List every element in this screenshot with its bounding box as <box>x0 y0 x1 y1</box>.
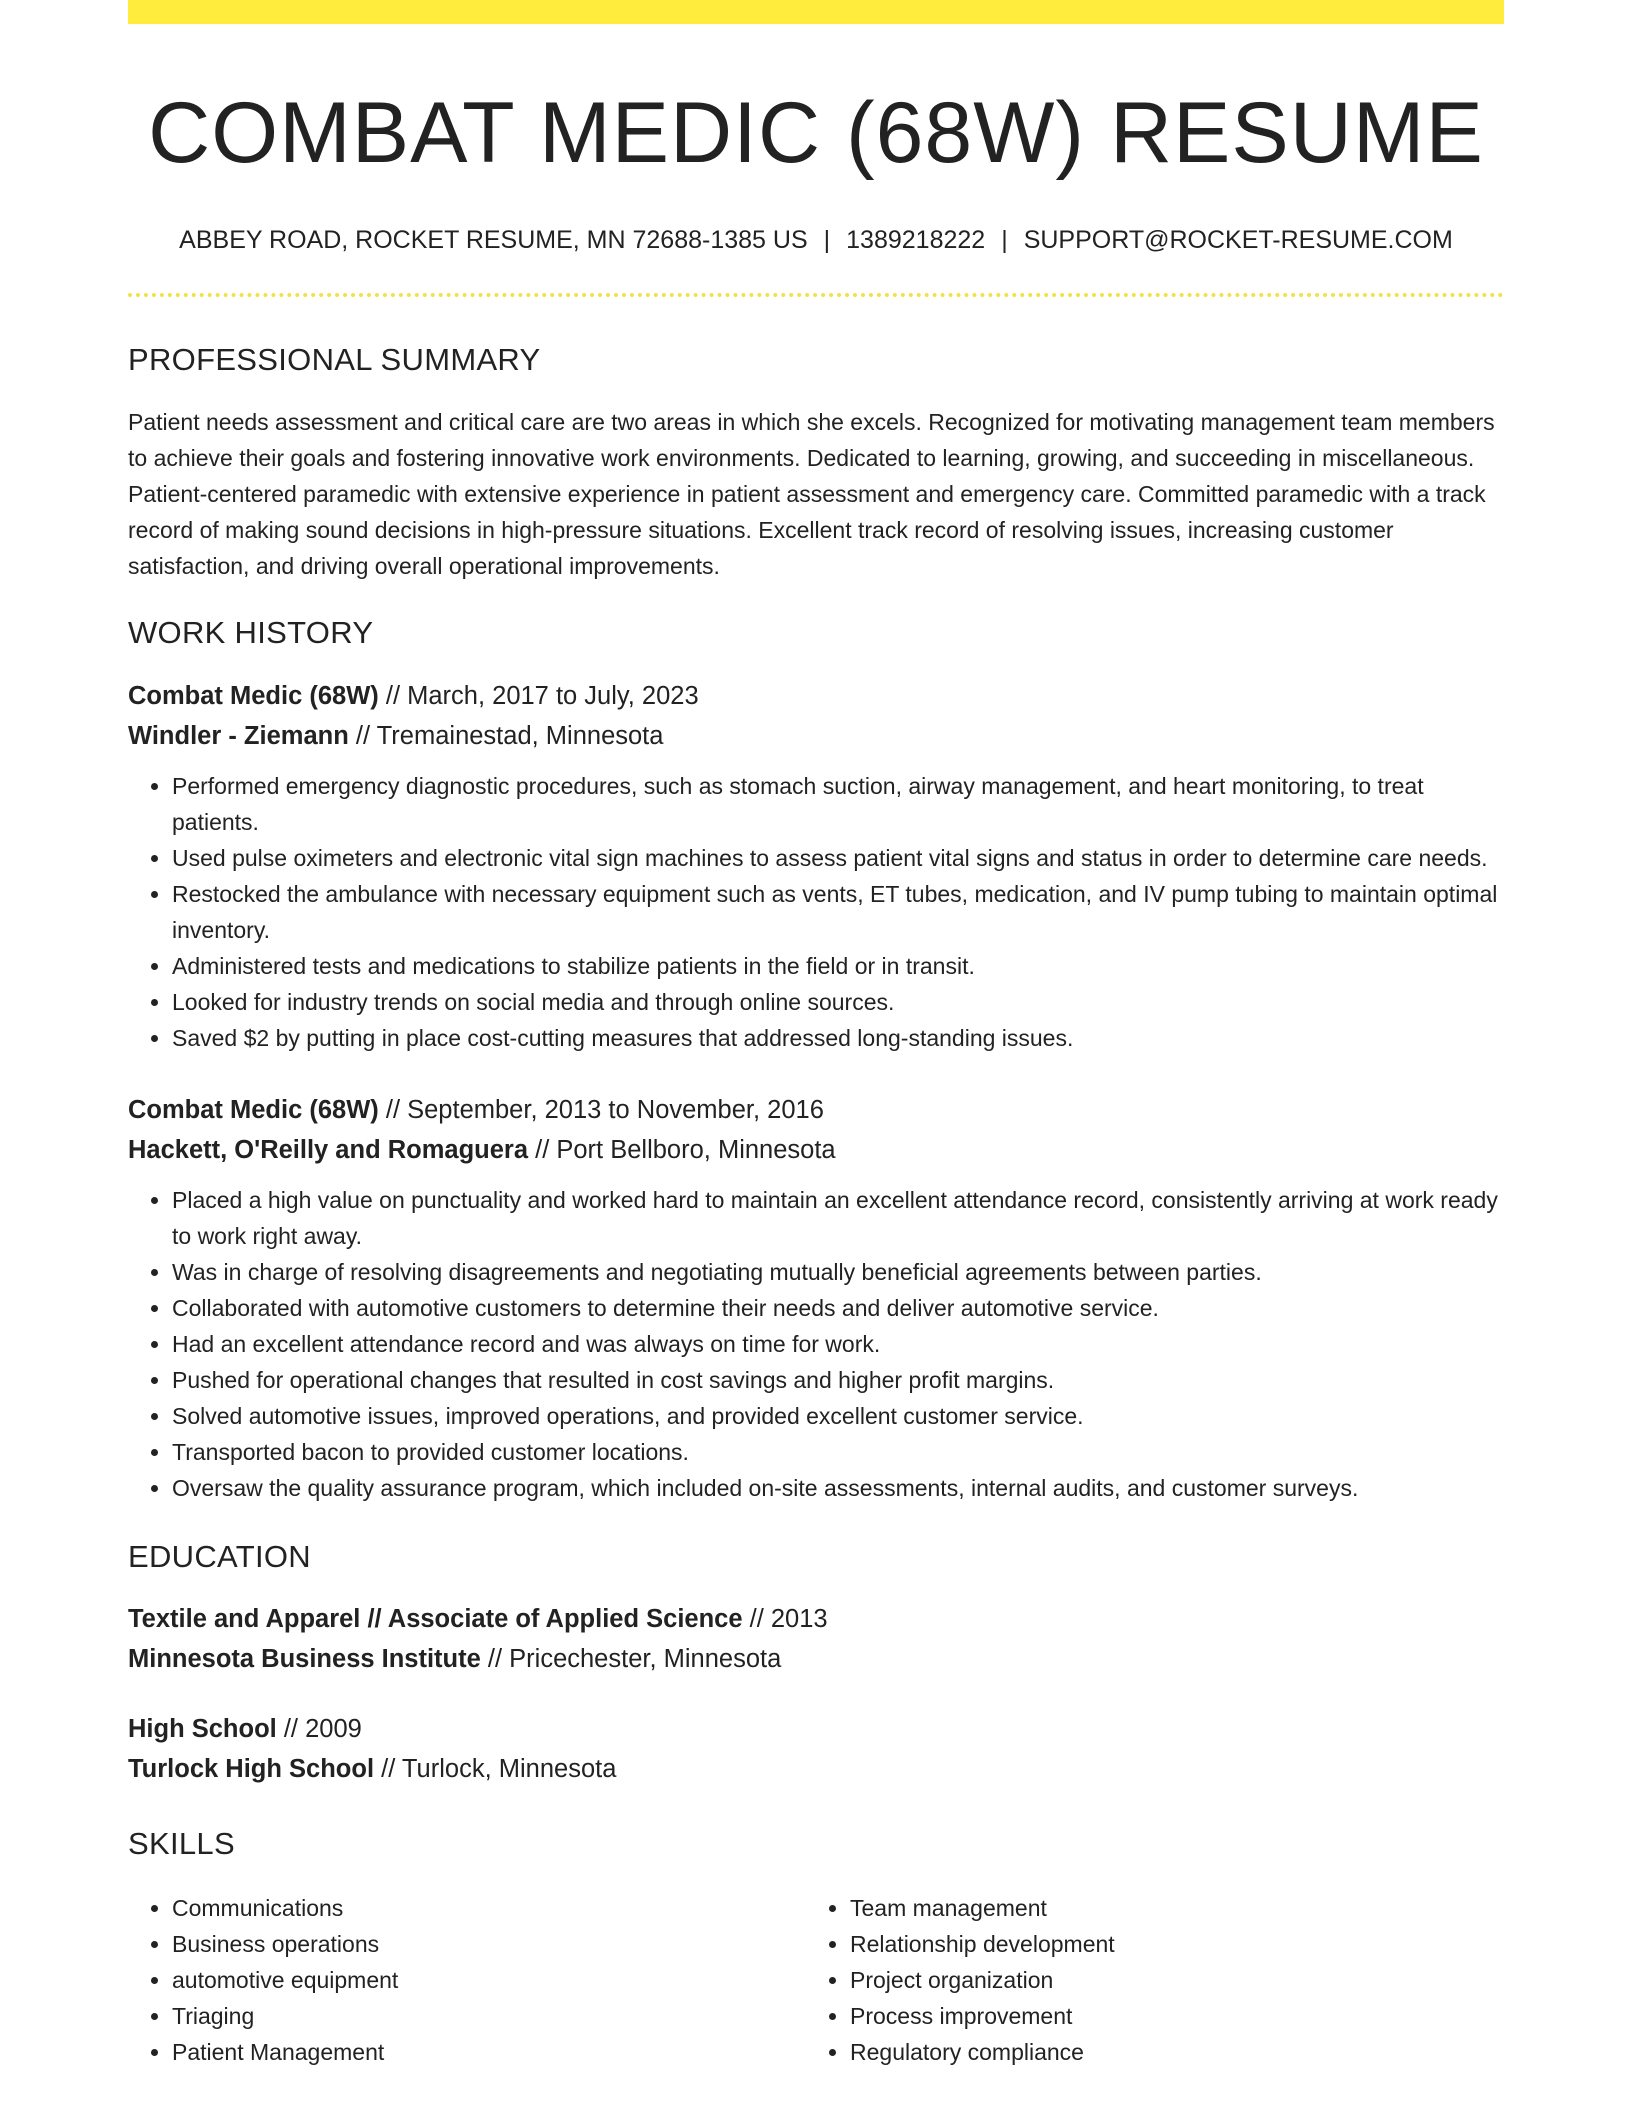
list-item: • Communications <box>172 1890 806 1926</box>
job-company-line <box>128 716 1504 756</box>
job-entry <box>128 676 1504 1056</box>
education-degree: Textile and Apparel // Associate of Applied Science <box>128 1604 743 1633</box>
job-entry <box>128 1090 1504 1506</box>
job-title-line <box>128 1090 1504 1130</box>
contact-email: SUPPORT@ROCKET-RESUME.COM <box>1023 226 1453 255</box>
list-item: • automotive equipment <box>172 1962 806 1998</box>
job-location: // Port Bellboro, Minnesota <box>528 1135 836 1164</box>
contact-separator: | <box>1001 226 1008 255</box>
contact-phone: 1389218222 <box>846 226 986 255</box>
list-item: • Relationship development <box>850 1926 1484 1962</box>
job-dates: // September, 2013 to November, 2016 <box>378 1095 824 1124</box>
list-item: • Pushed for operational changes that resulted in cost savings and higher profit margins. <box>172 1362 1504 1398</box>
list-item: • Restocked the ambulance with necessary equipment such as vents, ET tubes, medication, and IV pump tubing to maintain optimal inventory. <box>172 876 1504 948</box>
job-title-line <box>128 676 1504 716</box>
list-item: • Saved $2 by putting in place cost-cutting measures that addressed long-standing issues. <box>172 1020 1504 1056</box>
contact-line <box>128 225 1504 255</box>
skills-list <box>128 1890 1504 2070</box>
job-title: Combat Medic (68W) <box>128 681 379 710</box>
contact-separator: | <box>823 226 831 255</box>
list-item: • Triaging <box>172 1998 806 2034</box>
list-item: • Used pulse oximeters and electronic vital sign machines to assess patient vital signs and status in order to determine care needs. <box>172 840 1504 876</box>
list-item: • Had an excellent attendance record and was always on time for work. <box>172 1326 1504 1362</box>
list-item: • Project organization <box>850 1962 1484 1998</box>
job-location: // Tremainestad, Minnesota <box>348 721 664 750</box>
list-item: • Performed emergency diagnostic procedures, such as stomach suction, airway management, and heart monitoring, to treat patients. <box>172 768 1504 840</box>
job-company-line <box>128 1130 1504 1170</box>
list-item: • Process improvement <box>850 1998 1484 2034</box>
dotted-divider <box>128 293 1504 297</box>
list-item: • Business operations <box>172 1926 806 1962</box>
education-heading: EDUCATION <box>128 1538 311 1574</box>
contact-address: ABBEY ROAD, ROCKET RESUME, MN 72688-1385 US <box>179 226 808 255</box>
education-school: Minnesota Business Institute <box>128 1644 481 1673</box>
list-item: • Placed a high value on punctuality and worked hard to maintain an excellent attendance record, consistently arriving at work ready to work right away. <box>172 1182 1504 1254</box>
education-entry <box>128 1709 1504 1789</box>
education-degree: High School <box>128 1714 277 1743</box>
resume-page <box>128 0 1504 2070</box>
list-item: • Looked for industry trends on social media and through online sources. <box>172 984 1504 1020</box>
education-location: // Pricechester, Minnesota <box>480 1644 782 1673</box>
skills-column-right <box>806 1890 1484 2070</box>
job-company: Windler - Ziemann <box>128 721 349 750</box>
education-year: // 2009 <box>276 1714 362 1743</box>
list-item: • Regulatory compliance <box>850 2034 1484 2070</box>
summary-heading: PROFESSIONAL SUMMARY <box>128 342 541 378</box>
top-accent-bar <box>128 0 1504 24</box>
job-title: Combat Medic (68W) <box>128 1095 379 1124</box>
skills-heading: SKILLS <box>128 1825 235 1861</box>
list-item: • Team management <box>850 1890 1484 1926</box>
skills-column-left <box>128 1890 806 2070</box>
job-company: Hackett, O'Reilly and Romaguera <box>128 1135 529 1164</box>
education-school-line <box>128 1639 1504 1679</box>
education-degree-line <box>128 1709 1504 1749</box>
job-dates: // March, 2017 to July, 2023 <box>378 681 699 710</box>
education-entry <box>128 1599 1504 1679</box>
job-bullets <box>128 768 1504 1056</box>
education-location: // Turlock, Minnesota <box>374 1754 617 1783</box>
work-history-heading: WORK HISTORY <box>128 615 374 651</box>
education-school: Turlock High School <box>128 1754 375 1783</box>
list-item: • Was in charge of resolving disagreements and negotiating mutually beneficial agreements between parties. <box>172 1254 1504 1290</box>
list-item: • Collaborated with automotive customers to determine their needs and deliver automotive service. <box>172 1290 1504 1326</box>
list-item: • Administered tests and medications to stabilize patients in the field or in transit. <box>172 948 1504 984</box>
resume-title: COMBAT MEDIC (68W) RESUME <box>148 85 1484 181</box>
list-item: • Solved automotive issues, improved operations, and provided excellent customer service. <box>172 1398 1504 1434</box>
list-item: • Patient Management <box>172 2034 806 2070</box>
job-bullets <box>128 1182 1504 1506</box>
education-degree-line <box>128 1599 1504 1639</box>
list-item: • Transported bacon to provided customer locations. <box>172 1434 1504 1470</box>
education-school-line <box>128 1749 1504 1789</box>
summary-text: Patient needs assessment and critical care are two areas in which she excels. Recognized for motivating management team members to achieve their goals and fostering innovative work environments. Dedicated to learning, growing, and succeeding in miscellaneous. Patient-centered paramedic with extensive experience in patient assessment and emergency care. Committed paramedic with a track record of making sound decisions in high-pressure situations. Excellent track record of resolving issues, increasing customer satisfaction, and driving overall operational improvements. <box>128 409 1495 580</box>
list-item: • Oversaw the quality assurance program, which included on-site assessments, internal audits, and customer surveys. <box>172 1470 1504 1506</box>
education-year: // 2013 <box>742 1604 828 1633</box>
